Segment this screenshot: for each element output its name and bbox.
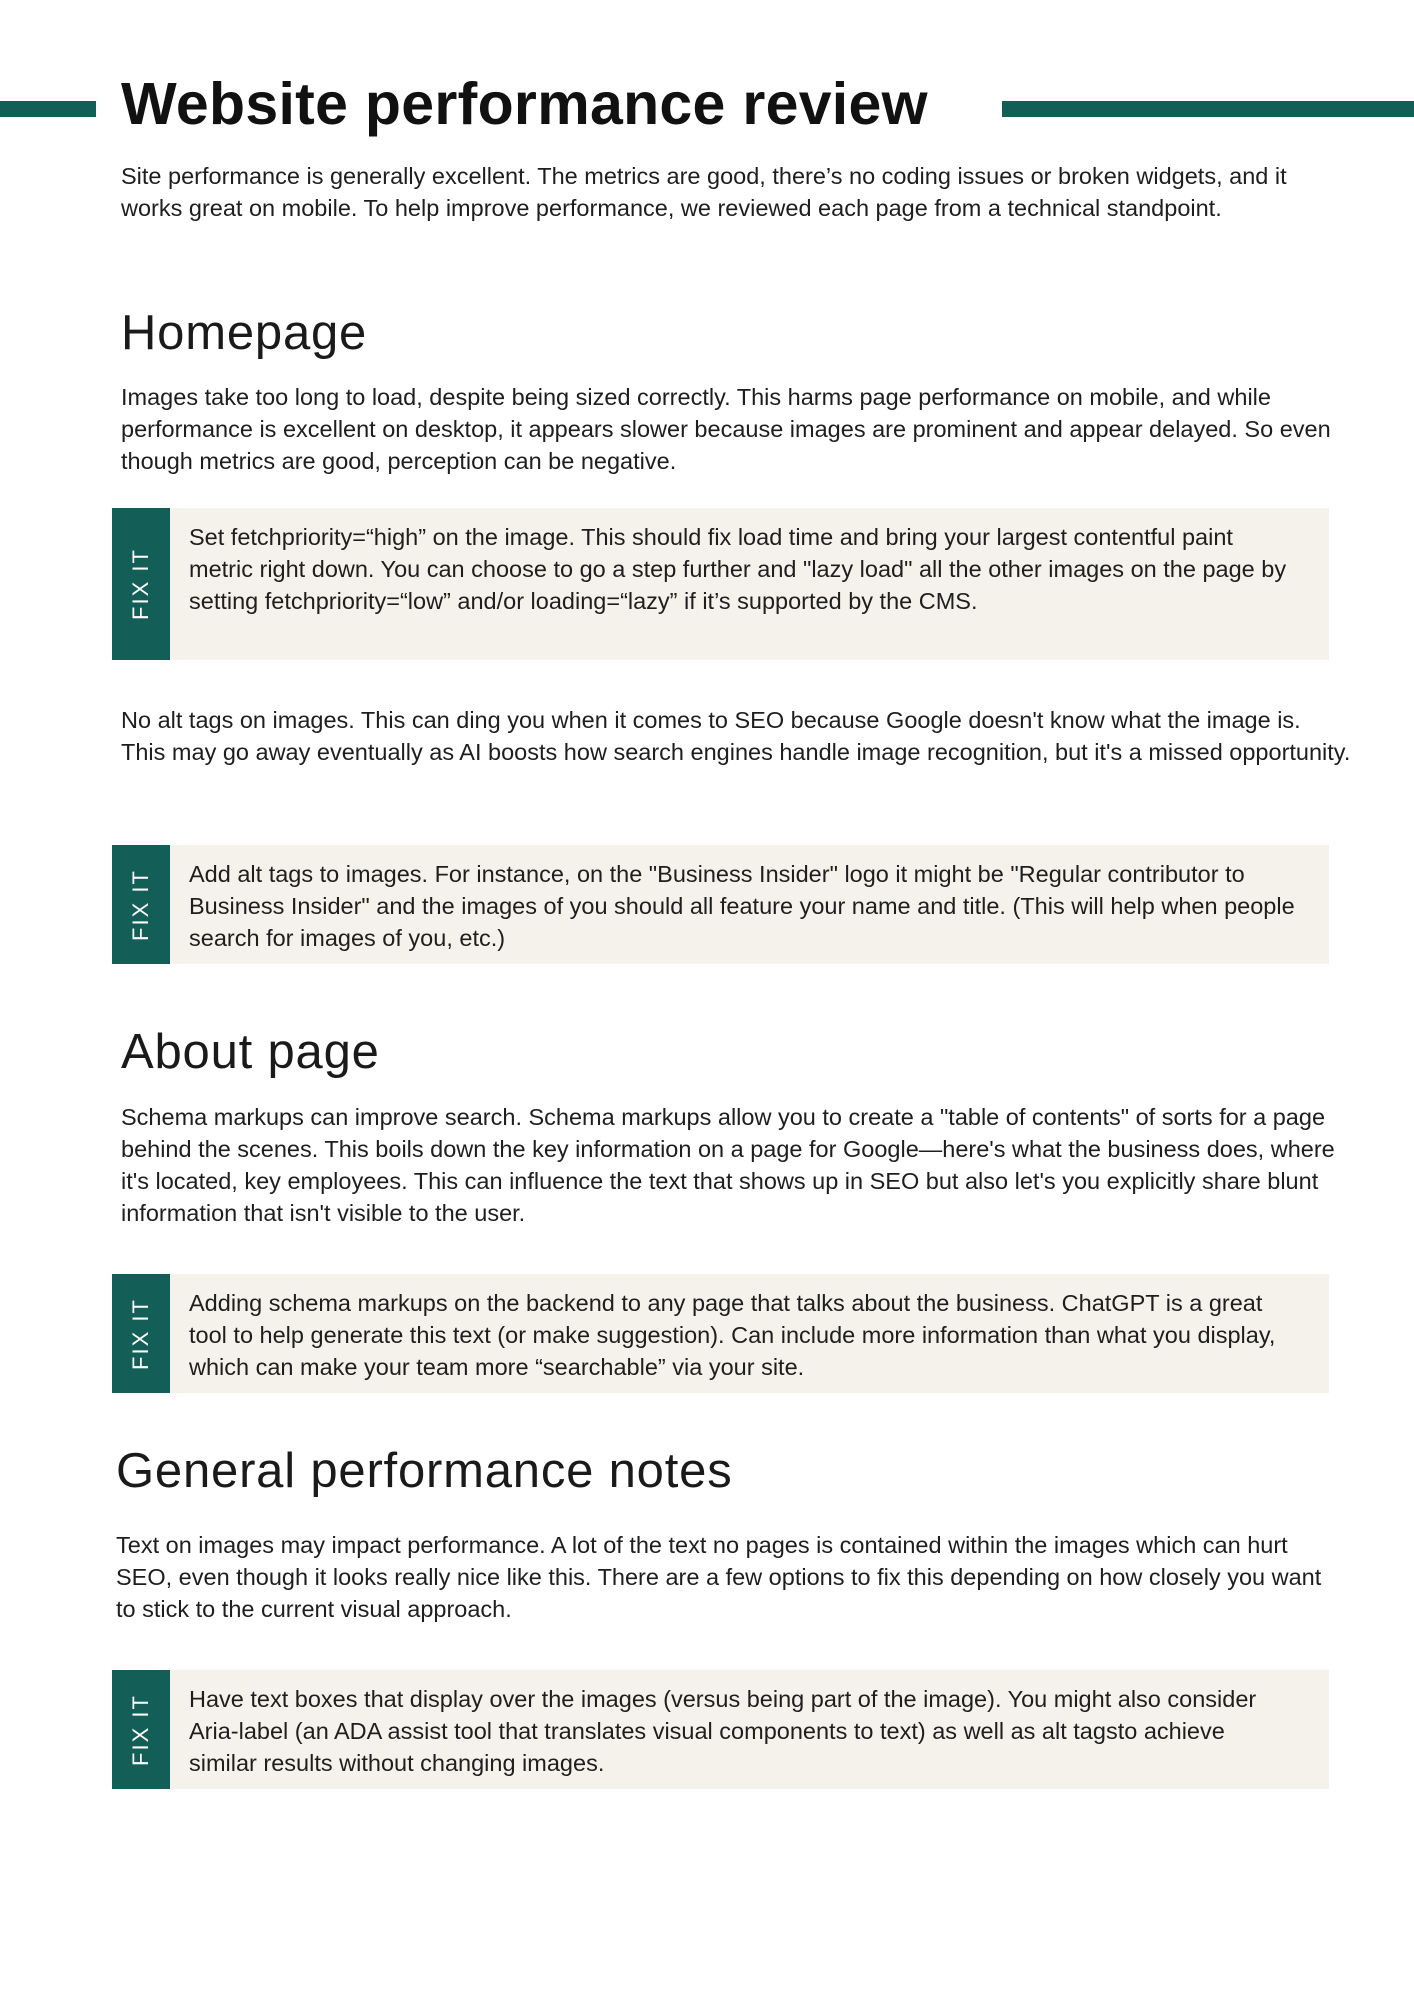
fix-box-alt-tags — [112, 845, 1329, 964]
fix-label: FIX IT — [128, 548, 154, 620]
finding-text-on-images: Text on images may impact performance. A lot of the text no pages is contained within the images which can hurt SEO, even though it looks really nice like this. There are a few options to fix this depending on how closely you want to stick to the current visual approach. — [116, 1532, 1322, 1622]
title-rule-left — [0, 101, 96, 117]
fix-label: FIX IT — [128, 1693, 154, 1766]
fix-tab — [112, 1670, 170, 1789]
fix-text: Add alt tags to images. For instance, on the "Business Insider" logo it might be "Regular contributor to Business Insider" and the images of you should all feature your name and title. (This will help when people search for images of you, etc.) — [189, 861, 1295, 951]
fix-box-text-boxes — [112, 1670, 1329, 1789]
fix-tab — [112, 1274, 170, 1393]
intro-paragraph: Site performance is generally excellent. The metrics are good, there’s no coding issues or broken widgets, and it works great on mobile. To help improve performance, we reviewed each page from a technical standpoint. — [121, 163, 1287, 221]
fix-text: Have text boxes that display over the images (versus being part of the image). You might also consider Aria-label (an ADA assist tool that translates visual components to text) as well as alt tagsto achieve similar results without changing images. — [189, 1686, 1257, 1776]
fix-box-schema — [112, 1274, 1329, 1393]
section-heading-homepage: Homepage — [121, 306, 368, 360]
section-heading-general: General performance notes — [116, 1444, 733, 1498]
finding-alt-tags: No alt tags on images. This can ding you when it comes to SEO because Google doesn't know what the image is. This may go away eventually as AI boosts how search engines handle image recognition, but it's a missed opportunity. — [121, 707, 1351, 765]
fix-text: Set fetchpriority=“high” on the image. This should fix load time and bring your largest contentful paint metric right down. You can choose to go a step further and "lazy load" all the other images on the page by setting fetchpriority=“low” and/or loading=“lazy” if it’s supported by the CMS. — [189, 524, 1287, 614]
fix-box-fetchpriority — [112, 508, 1329, 660]
fix-label: FIX IT — [128, 1297, 154, 1370]
fix-tab — [112, 845, 170, 964]
finding-schema: Schema markups can improve search. Schema markups allow you to create a "table of contents" of sorts for a page behind the scenes. This boils down the key information on a page for Google—here's what the business does, where it's located, key employees. This can influence the text that shows up in SEO but also let's you explicitly share blunt information that isn't visible to the user. — [121, 1104, 1335, 1226]
fix-text: Adding schema markups on the backend to any page that talks about the business. ChatGPT is a great tool to help generate this text (or make suggestion). Can include more information than what you display, which can make your team more “searchable” via your site. — [189, 1290, 1276, 1380]
finding-image-load: Images take too long to load, despite being sized correctly. This harms page performance on mobile, and while performance is excellent on desktop, it appears slower because images are prominent and appear delayed. So even though metrics are good, perception can be negative. — [121, 384, 1331, 474]
section-heading-about: About page — [121, 1025, 380, 1079]
page-title: Website performance review — [121, 71, 928, 137]
fix-tab — [112, 508, 170, 660]
fix-label: FIX IT — [128, 868, 154, 941]
title-rule-right — [1002, 101, 1414, 117]
